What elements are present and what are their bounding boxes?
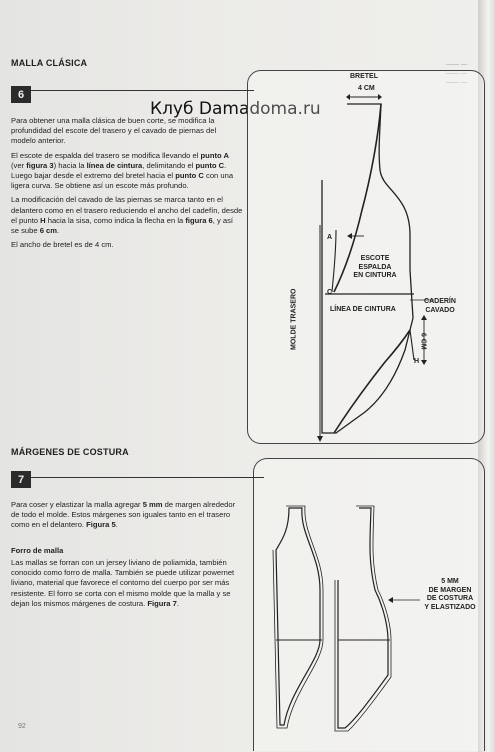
bretel-width-label: 4 CM <box>358 85 375 92</box>
margin-label: 5 MM DE MARGEN DE COSTURA Y ELASTIZADO <box>424 578 476 611</box>
intro-paragraph: Para obtener una malla clásica de buen corte, se modifica la profundidad del escote del trasero y el cavado de piernas del modelo anterior. <box>11 116 217 146</box>
step-number-seven: 7 <box>11 471 31 488</box>
back-neck-paragraph: El escote de espalda del trasero se modifica llevando el punto A (ver figura 3) hacia la línea de cintura, delimitando el punto C. Luego bajar desde el extremo del bretel hacia el punto C con una ligera curva. Se obtiene así un escote más profundo. <box>11 150 234 191</box>
lining-paragraph: Las mallas se forran con un jersey liviano de poliamida, también conocido como forro de malla. También se puede utilizar powernet liviano, material que favorece el contorno del cuerpo por ser más resistente. El forro se corta con el mismo molde que la malla y se dejan los mismos márgenes de costura. Figura 7. <box>11 558 235 608</box>
watermark-text: Клуб Damadoma.ru <box>150 99 321 119</box>
back-mold-label: MOLDE TRASERO <box>290 288 298 350</box>
waist-line-label: LÍNEA DE CINTURA <box>330 306 396 313</box>
bretel-label: BRETEL <box>350 73 378 80</box>
bleed-through-text: —— — —— — —— — <box>446 61 468 86</box>
hip-cut-label: CADERÍN CAVADO <box>424 298 456 314</box>
seam-paragraph: Para coser y elastizar la malla agregar 5 mm de margen alrededor de todo el molde. Estos márgenes son iguales tanto en el trasero como en el delantero. Figura 5. <box>11 500 236 530</box>
strap-width-paragraph: El ancho de bretel es de 4 cm. <box>11 240 114 250</box>
point-c-label: C <box>327 289 333 296</box>
point-a-label: A <box>327 234 333 241</box>
lining-title: Forro de malla <box>11 546 64 555</box>
section-title: MALLA CLÁSICA <box>11 58 88 68</box>
page-number: 92 <box>18 723 26 730</box>
seam-title: MÁRGENES DE COSTURA <box>11 447 129 457</box>
six-cm-label: 6 CM <box>419 332 427 350</box>
step-number-six: 6 <box>11 86 31 103</box>
point-h-label: H <box>414 358 420 365</box>
back-neckline-label: ESCOTE ESPALDA EN CINTURA <box>353 255 397 279</box>
leg-cut-paragraph: La modificación del cavado de las piernas se marca tanto en el delantero como en el trasero reduciendo el ancho del cadefín, desde el punto H hacia la sisa, como indica la flecha en la figura 6, y así se sube 6 cm. <box>11 195 243 236</box>
